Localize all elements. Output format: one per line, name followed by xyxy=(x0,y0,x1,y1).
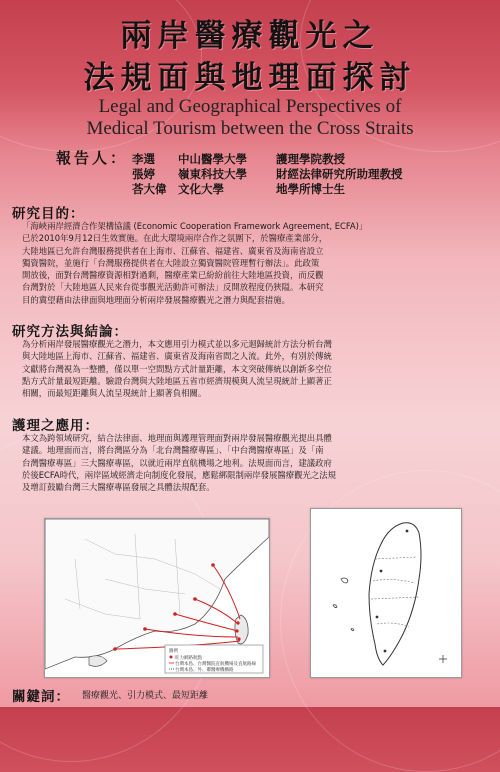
body-line: 「海峽兩岸經濟合作架構協議 (Economic Cooperation Framework Agreement, ECFA)」 xyxy=(22,221,368,231)
section-heading-methods: 研究方法與結論： xyxy=(12,324,128,340)
keywords-label: 關鍵詞： xyxy=(12,689,70,705)
body-line: 與大陸地區上海市、江蘇省、福建省、廣東省及海南省間之人流。此外，有別於傳統 xyxy=(22,351,332,362)
reporter-title: 護理學院教授 xyxy=(276,152,346,166)
body-line: 於後ECFA時代，兩岸區域經濟走向制度化發展，應鬆綁限制兩岸發展醫療觀光之法規 xyxy=(22,469,337,480)
taiwan-medical-zone-map xyxy=(310,508,462,678)
map-legend-item: 台灣本島、外、鄰醫療機構路 xyxy=(175,668,234,673)
body-line: 獨資醫院，並施行「台灣服務提供者在大陸設立獨資醫院管理暫行辦法」。此政策 xyxy=(22,257,320,268)
reporter-school: 嶺東科技大學 xyxy=(178,167,248,181)
poster-title-zh-line1: 兩岸醫療觀光之 xyxy=(120,18,380,54)
reporters-label: 報告人： xyxy=(56,149,129,167)
body-line: 文獻將台灣視為一整體，僅以單一空間點方式計量距離，本文突破傳統以創新多空位 xyxy=(22,363,332,374)
body-line: 已於2010年9月12日生效實施。在此大環境兩岸合作之氛圍下，於醫療產業部分， xyxy=(22,233,328,244)
body-line: 為分析兩岸發展醫療觀光之潛力，本文應用引力模式並以多元迴歸統計方法分析台灣 xyxy=(22,339,332,349)
body-line: 點方式計量最短距離。驗證台灣與大陸地區五省市經濟規模與人流呈現統計上顯著正 xyxy=(22,375,332,386)
reporter-row xyxy=(132,182,345,197)
poster-title-en-line1: Legal and Geographical Perspectives of xyxy=(98,96,402,117)
reporter-name: 李選 xyxy=(132,152,155,166)
section-heading-nursing: 護理之應用： xyxy=(12,418,99,434)
body-line: 台灣醫療專區」三大醫療專區，以就近兩岸直航機場之地利。法規面而言，建議政府 xyxy=(22,457,332,468)
reporter-row xyxy=(132,152,345,167)
compass-icon xyxy=(439,655,447,663)
map-legend-title: 圖例 xyxy=(169,649,178,654)
map-legend-item: 台灣本島、台灣醫院直航機場及直航路線 xyxy=(175,662,256,667)
poster-title-zh-line2: 法規面與地理面探討 xyxy=(83,60,417,96)
section-body-methods xyxy=(22,338,484,399)
taiwan-map-graphic xyxy=(311,509,461,677)
body-line: 目的冀望藉由法律面與地理面分析兩岸發展醫療觀光之潛力與配套措施。 xyxy=(22,294,290,305)
body-line: 開放後，面對台灣醫療資源相對過剩，醫療產業已紛紛前往大陸地區投資，而反觀 xyxy=(22,270,324,281)
map-legend-item: 旺力網路航點 xyxy=(175,656,202,661)
body-line: 大陸地區已允許台灣服務提供者在上海市、江蘇省、福建省、廣東省及海南省設立 xyxy=(22,245,324,256)
body-line: 台灣對於「大陸地區人民來台從事觀光活動許可辦法」反開放程度仍狹隘。本研究 xyxy=(22,282,324,293)
reporter-name: 荅大偉 xyxy=(132,182,167,196)
section-heading-purpose: 研究目的： xyxy=(12,206,85,222)
keywords-value: 醫療觀光、引力模式、最短距離 xyxy=(82,691,209,701)
outlying-islands xyxy=(333,578,354,631)
route-map-graphic xyxy=(45,519,269,677)
cross-strait-route-map xyxy=(44,518,270,678)
reporter-name: 張婷 xyxy=(132,167,155,181)
body-line: 建議。地理面而言，將台灣區分為「北台灣醫療專區」、「中台灣醫療專區」及「南 xyxy=(22,445,324,456)
body-line: 及增訂鼓勵台灣三大醫療專區發展之具體法規配套。 xyxy=(22,482,215,493)
reporter-title: 地學所博士生 xyxy=(276,182,346,196)
taiwan-outline xyxy=(369,523,421,665)
body-line: 本文為跨領域研究，結合法律面、地理面與護理管理面對兩岸發展醫療觀光提出具體 xyxy=(22,433,332,443)
poster-title-en-line2: Medical Tourism between the Cross Straits xyxy=(86,118,414,139)
section-body-nursing xyxy=(22,432,484,493)
body-line: 相關，而最短距離與人流呈現統計上顯著負相關。 xyxy=(22,388,207,399)
reporter-school: 中山醫學大學 xyxy=(178,152,248,166)
hainan-island-shape xyxy=(89,656,107,667)
reporter-title: 財經法律研究所助理教授 xyxy=(276,167,403,181)
reporter-row xyxy=(132,167,403,182)
section-body-purpose xyxy=(22,220,484,306)
reporter-school: 文化大學 xyxy=(178,182,225,196)
